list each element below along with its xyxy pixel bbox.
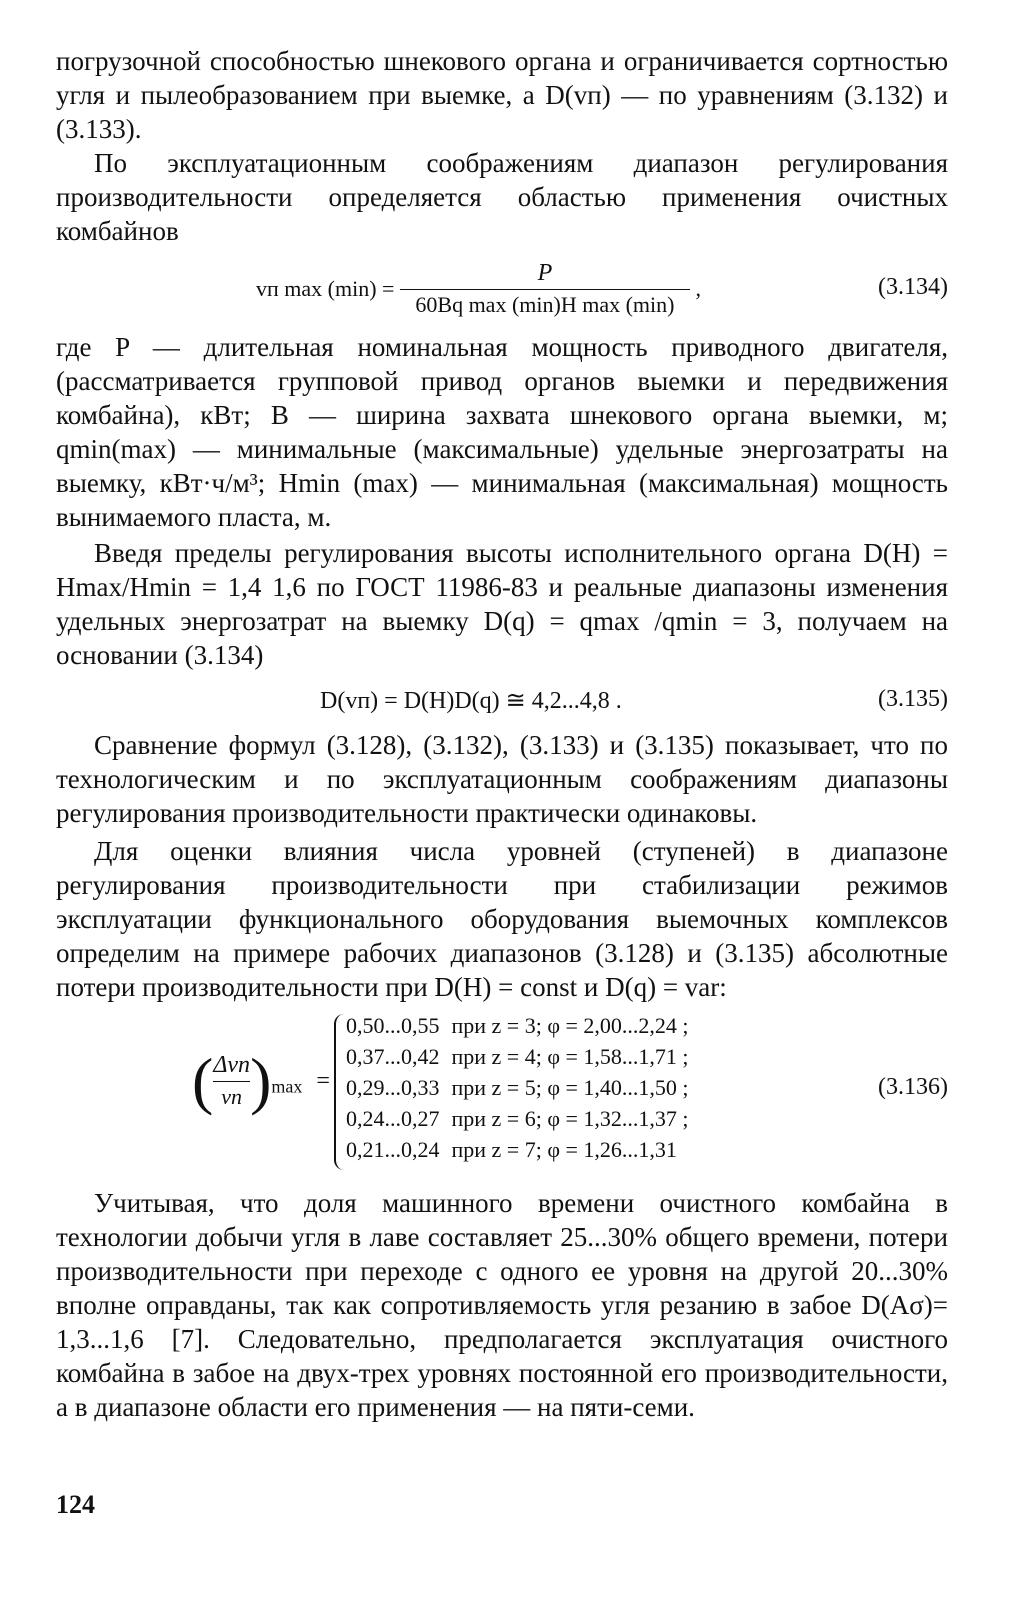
- eq134-denominator: 60Bq max (min)H max (min): [415, 292, 675, 317]
- eq134-numerator: P: [537, 260, 553, 286]
- eq136-number: (3.136): [878, 1074, 948, 1100]
- eq134-tail: ,: [695, 276, 701, 301]
- eq136-lhs-numerator: Δvп: [213, 1052, 251, 1078]
- paragraph-7: Учитывая, что доля машинного времени очистного комбайна в технологии добычи угля в лаве составляет 25...30% общего времени, потери производительности при переходе с одного ее уровня на другой 20...30% вполне оправданы, так как сопротивляемость угля резанию в забое D(Aσ)= 1,3...1,6 [7]. Следовательно, предполагается эксплуатация очистного комбайна в забое на двух-трех уровнях постоянной его производительности, а в диапазоне области его применения — на пяти-семи.: [56, 1188, 948, 1422]
- case-row: 0,50...0,55 при z = 3; φ = 2,00...2,24 ;: [346, 1013, 689, 1038]
- eq134-lhs: vп max (min) =: [256, 276, 395, 301]
- eq134-fraction: [400, 260, 690, 318]
- eq136-cases: [340, 1010, 695, 1165]
- paragraph-6: Для оценки влияния числа уровней (ступеней) в диапазоне регулирования производительности при стабилизации режимов эксплуатации функционального оборудования выемочных комплексов определим на примере рабочих диапазонов (3.128) и (3.135) абсолютные потери производительности при D(H) = const и D(q) = var:: [56, 836, 948, 1002]
- equation-3-134: [56, 252, 948, 330]
- equation-3-135: [56, 672, 948, 728]
- eq135-expression: D(vп) = D(H)D(q) ≅ 4,2...4,8 .: [320, 688, 622, 714]
- fraction-bar: [400, 289, 690, 290]
- paragraph-3: где P — длительная номинальная мощность приводного двигателя, (рассматривается групповой привод органов выемки и передвижения комбайна), кВт; B — ширина захвата шнекового органа выемки, м; qmin(max) — минимальные (максимальные) удельные энергозатраты на выемку, кВт·ч/м³; Hmin (max) — минимальная (максимальная) мощность вынимаемого пласта, м.: [56, 332, 948, 532]
- page-body: [56, 44, 948, 1424]
- eq136-lhs-denominator: vп: [221, 1084, 243, 1109]
- paragraph-2: По эксплуатационным соображениям диапазон регулирования производительности определяется областью применения очистных комбайнов: [56, 148, 948, 246]
- case-row: 0,37...0,42 при z = 4; φ = 1,58...1,71 ;: [346, 1044, 689, 1069]
- case-row: 0,29...0,33 при z = 5; φ = 1,40...1,50 ;: [346, 1075, 689, 1100]
- equation-3-136: [56, 1008, 948, 1176]
- page-number: 124: [56, 1490, 95, 1519]
- eq136-lhs-sub: max: [271, 1076, 303, 1097]
- paragraph-1: погрузочной способностью шнекового органа и ограничивается сортностью угля и пылеобразованием при выемке, а D(vп) — по уравнениям (3.132) и (3.133).: [56, 46, 948, 144]
- paragraph-4: Введя пределы регулирования высоты исполнительного органа D(H) = Hmax/Hmin = 1,4 1,6 по ГОСТ 11986-83 и реальные диапазоны изменения удельных энергозатрат на выемку D(q) = qmax /qmin = 3, получаем на основании (3.134): [56, 538, 948, 670]
- eq135-number: (3.135): [878, 686, 948, 712]
- case-row: 0,24...0,27 при z = 6; φ = 1,32...1,37 ;: [346, 1106, 689, 1131]
- case-row: 0,21...0,24 при z = 7; φ = 1,26...1,31: [346, 1137, 677, 1162]
- paragraph-5: Сравнение формул (3.128), (3.132), (3.133) и (3.135) показывает, что по технологическим и по эксплуатационным соображениям диапазоны регулирования производительности практически одинаковы.: [56, 730, 948, 828]
- eq136-lhs: ( $\frac{\text{Δvп}}{vп}$ )$_{max}$ =: [192, 1045, 330, 1116]
- eq134-number: (3.134): [878, 274, 948, 300]
- fraction-bar: [213, 1081, 250, 1082]
